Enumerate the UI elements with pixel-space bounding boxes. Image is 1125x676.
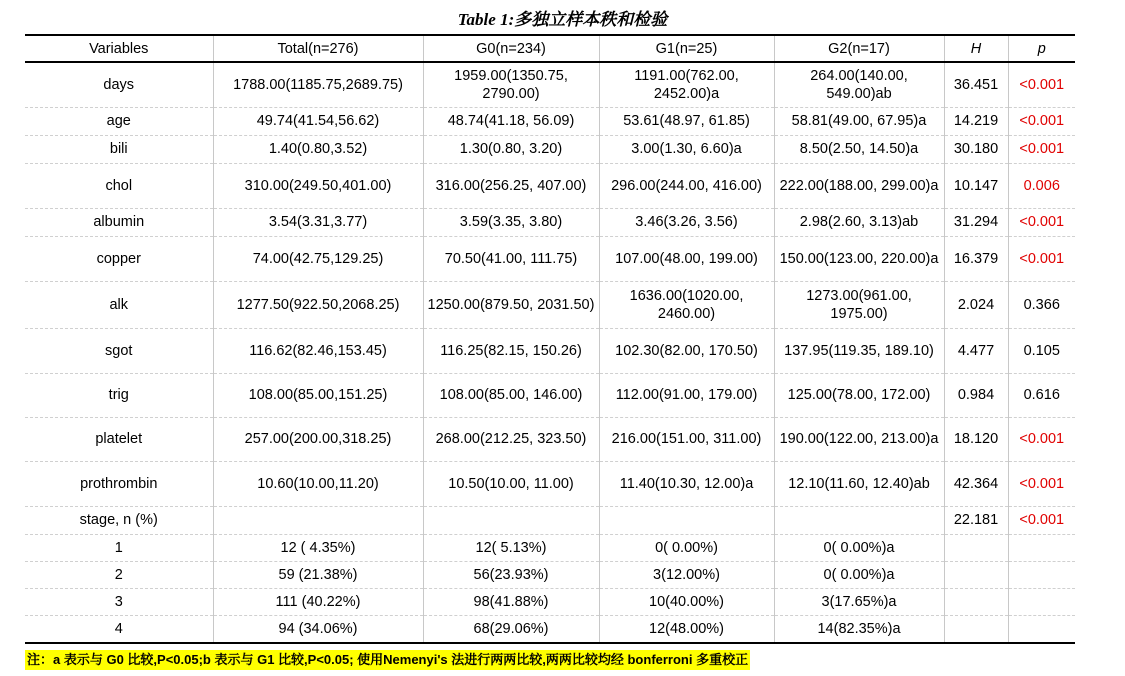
g0-cell: 316.00(256.25, 407.00) [423,163,599,208]
table-row [25,506,1075,534]
table-row [25,534,1075,561]
header-g0: G0(n=234) [423,35,599,62]
h-cell [944,588,1008,615]
header-p: p [1008,35,1075,62]
h-cell: 36.451 [944,62,1008,107]
g0-cell: 98(41.88%) [423,588,599,615]
variable-cell: sgot [25,328,213,373]
table-row [25,163,1075,208]
g0-cell: 1.30(0.80, 3.20) [423,135,599,163]
p-cell [1008,615,1075,643]
total-cell: 10.60(10.00,11.20) [213,461,423,506]
table-row [25,461,1075,506]
p-cell [1008,534,1075,561]
h-cell: 14.219 [944,107,1008,135]
variable-cell: 4 [25,615,213,643]
g0-cell: 3.59(3.35, 3.80) [423,208,599,236]
g1-cell: 216.00(151.00, 311.00) [599,417,774,461]
total-cell: 257.00(200.00,318.25) [213,417,423,461]
h-cell: 31.294 [944,208,1008,236]
variable-cell: stage, n (%) [25,506,213,534]
h-cell: 2.024 [944,281,1008,328]
p-cell: <0.001 [1008,417,1075,461]
header-total: Total(n=276) [213,35,423,62]
p-cell: 0.616 [1008,373,1075,417]
total-cell: 59 (21.38%) [213,561,423,588]
variable-cell: platelet [25,417,213,461]
g2-cell: 58.81(49.00, 67.95)a [774,107,944,135]
h-cell: 4.477 [944,328,1008,373]
variable-cell: chol [25,163,213,208]
p-cell: 0.006 [1008,163,1075,208]
table-row [25,107,1075,135]
table-row [25,208,1075,236]
header-g2: G2(n=17) [774,35,944,62]
h-cell [944,534,1008,561]
total-cell: 310.00(249.50,401.00) [213,163,423,208]
g1-cell: 1636.00(1020.00, 2460.00) [599,281,774,328]
g1-cell: 12(48.00%) [599,615,774,643]
header-h: H [944,35,1008,62]
h-cell [944,561,1008,588]
header-g1: G1(n=25) [599,35,774,62]
h-cell: 16.379 [944,236,1008,281]
table-title: Table 1:多独立样本秩和检验 [457,10,668,29]
g0-cell: 68(29.06%) [423,615,599,643]
g0-cell: 48.74(41.18, 56.09) [423,107,599,135]
variable-cell: copper [25,236,213,281]
g2-cell: 125.00(78.00, 172.00) [774,373,944,417]
variable-cell: albumin [25,208,213,236]
header-variables: Variables [25,35,213,62]
total-cell: 49.74(41.54,56.62) [213,107,423,135]
table-row [25,62,1075,107]
g1-cell: 10(40.00%) [599,588,774,615]
p-cell: <0.001 [1008,62,1075,107]
g2-cell: 137.95(119.35, 189.10) [774,328,944,373]
variable-cell: 3 [25,588,213,615]
table-row [25,328,1075,373]
g0-cell: 10.50(10.00, 11.00) [423,461,599,506]
h-cell: 10.147 [944,163,1008,208]
g2-cell: 14(82.35%)a [774,615,944,643]
total-cell: 1277.50(922.50,2068.25) [213,281,423,328]
g2-cell: 150.00(123.00, 220.00)a [774,236,944,281]
variable-cell: 2 [25,561,213,588]
p-cell: <0.001 [1008,461,1075,506]
table-row [25,281,1075,328]
p-cell: <0.001 [1008,236,1075,281]
variable-cell: bili [25,135,213,163]
p-cell: <0.001 [1008,107,1075,135]
table-row [25,615,1075,643]
total-cell: 111 (40.22%) [213,588,423,615]
p-cell [1008,561,1075,588]
g0-cell: 12( 5.13%) [423,534,599,561]
g1-cell: 1191.00(762.00, 2452.00)a [599,62,774,107]
table-row [25,417,1075,461]
footnote: 注：a 表示与 G0 比较,P<0.05;b 表示与 G1 比较,P<0.05; 使用Nemenyi's 法进行两两比较,两两比较均经 bonferroni 多重校正 [25,650,750,670]
g2-cell: 3(17.65%)a [774,588,944,615]
total-cell [213,506,423,534]
h-cell: 22.181 [944,506,1008,534]
table-row [25,135,1075,163]
g2-cell: 0( 0.00%)a [774,561,944,588]
g2-cell: 222.00(188.00, 299.00)a [774,163,944,208]
h-cell [944,615,1008,643]
g2-cell: 12.10(11.60, 12.40)ab [774,461,944,506]
g0-cell: 70.50(41.00, 111.75) [423,236,599,281]
total-cell: 3.54(3.31,3.77) [213,208,423,236]
g1-cell: 53.61(48.97, 61.85) [599,107,774,135]
p-cell: <0.001 [1008,208,1075,236]
g1-cell: 3.00(1.30, 6.60)a [599,135,774,163]
g1-cell: 0( 0.00%) [599,534,774,561]
total-cell: 116.62(82.46,153.45) [213,328,423,373]
g1-cell: 112.00(91.00, 179.00) [599,373,774,417]
table-row [25,236,1075,281]
table-row [25,588,1075,615]
variable-cell: age [25,107,213,135]
total-cell: 1788.00(1185.75,2689.75) [213,62,423,107]
h-cell: 30.180 [944,135,1008,163]
g2-cell: 2.98(2.60, 3.13)ab [774,208,944,236]
h-cell: 18.120 [944,417,1008,461]
variable-cell: trig [25,373,213,417]
table-body [25,62,1075,643]
total-cell: 1.40(0.80,3.52) [213,135,423,163]
g0-cell: 268.00(212.25, 323.50) [423,417,599,461]
g1-cell: 3(12.00%) [599,561,774,588]
table-row [25,561,1075,588]
p-cell: <0.001 [1008,506,1075,534]
g1-cell [599,506,774,534]
g2-cell: 190.00(122.00, 213.00)a [774,417,944,461]
g2-cell: 8.50(2.50, 14.50)a [774,135,944,163]
g1-cell: 11.40(10.30, 12.00)a [599,461,774,506]
header-row [25,35,1075,62]
total-cell: 12 ( 4.35%) [213,534,423,561]
g1-cell: 107.00(48.00, 199.00) [599,236,774,281]
variable-cell: 1 [25,534,213,561]
h-cell: 0.984 [944,373,1008,417]
g0-cell [423,506,599,534]
total-cell: 74.00(42.75,129.25) [213,236,423,281]
results-table [25,34,1075,644]
p-cell [1008,588,1075,615]
g1-cell: 296.00(244.00, 416.00) [599,163,774,208]
table-row [25,373,1075,417]
g0-cell: 1959.00(1350.75, 2790.00) [423,62,599,107]
variable-cell: alk [25,281,213,328]
p-cell: 0.105 [1008,328,1075,373]
g2-cell: 1273.00(961.00, 1975.00) [774,281,944,328]
total-cell: 94 (34.06%) [213,615,423,643]
g1-cell: 102.30(82.00, 170.50) [599,328,774,373]
p-cell: <0.001 [1008,135,1075,163]
g0-cell: 56(23.93%) [423,561,599,588]
g2-cell: 0( 0.00%)a [774,534,944,561]
total-cell: 108.00(85.00,151.25) [213,373,423,417]
p-cell: 0.366 [1008,281,1075,328]
g2-cell [774,506,944,534]
variable-cell: days [25,62,213,107]
g0-cell: 116.25(82.15, 150.26) [423,328,599,373]
h-cell: 42.364 [944,461,1008,506]
g0-cell: 108.00(85.00, 146.00) [423,373,599,417]
g2-cell: 264.00(140.00, 549.00)ab [774,62,944,107]
variable-cell: prothrombin [25,461,213,506]
g0-cell: 1250.00(879.50, 2031.50) [423,281,599,328]
g1-cell: 3.46(3.26, 3.56) [599,208,774,236]
